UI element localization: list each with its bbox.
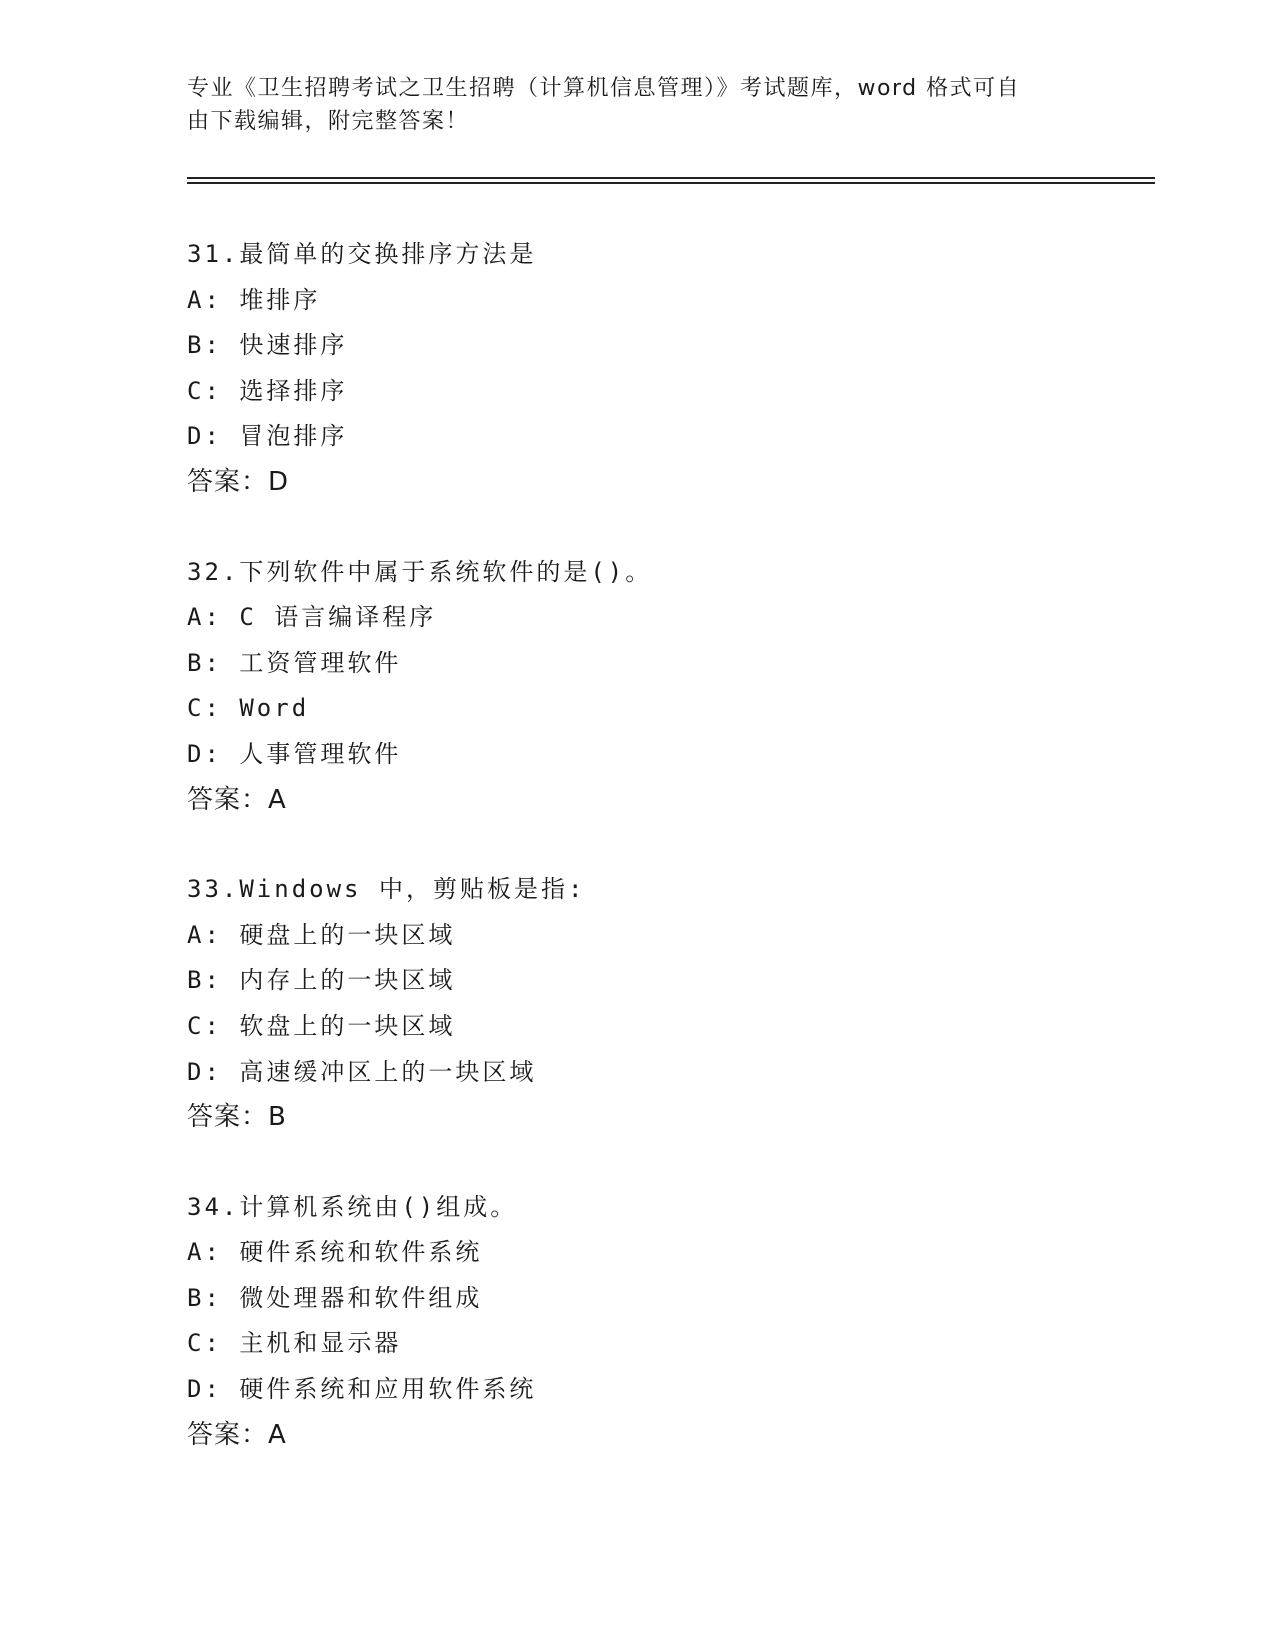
answer: 答案：A: [187, 784, 287, 815]
option-a: A: 硬盘上的一块区域: [187, 920, 456, 949]
answer: 答案：B: [187, 1102, 287, 1133]
option-a: A: 硬件系统和软件系统: [187, 1238, 483, 1267]
option-d: D: 人事管理软件: [187, 739, 402, 768]
question-stem: 33.Windows 中，剪贴板是指:: [187, 875, 586, 904]
header-line-2: 由下载编辑，附完整答案！: [187, 109, 470, 134]
header-line-1: 专业《卫生招聘考试之卫生招聘（计算机信息管理）》考试题库，word 格式可自: [187, 76, 1021, 101]
answer: 答案：D: [187, 466, 290, 497]
question-stem: 31.最简单的交换排序方法是: [187, 240, 537, 268]
option-b: B: 快速排序: [187, 331, 348, 360]
option-d: D: 硬件系统和应用软件系统: [187, 1375, 537, 1404]
option-b: B: 内存上的一块区域: [187, 966, 456, 995]
option-a: A: C 语言编译程序: [187, 603, 437, 632]
option-c: C: 主机和显示器: [187, 1329, 402, 1358]
option-d: D: 高速缓冲区上的一块区域: [187, 1057, 537, 1086]
option-c: C: Word: [187, 694, 310, 723]
option-a: A: 堆排序: [187, 285, 321, 314]
question-34: [187, 1185, 1187, 1459]
question-32: [187, 550, 1187, 824]
header-divider-bottom: [187, 182, 1155, 184]
option-b: B: 微处理器和软件组成: [187, 1283, 483, 1312]
option-b: B: 工资管理软件: [187, 648, 402, 677]
question-33: [187, 867, 1187, 1141]
option-c: C: 软盘上的一块区域: [187, 1011, 456, 1040]
option-c: C: 选择排序: [187, 376, 348, 405]
answer: 答案：A: [187, 1419, 287, 1450]
question-stem: 34.计算机系统由()组成。: [187, 1192, 518, 1221]
document-header: [187, 72, 1087, 138]
question-stem: 32.下列软件中属于系统软件的是()。: [187, 557, 653, 586]
header-divider-top: [187, 177, 1155, 179]
question-31: [187, 232, 1187, 506]
question-list: [187, 232, 1187, 1502]
option-d: D: 冒泡排序: [187, 422, 348, 451]
